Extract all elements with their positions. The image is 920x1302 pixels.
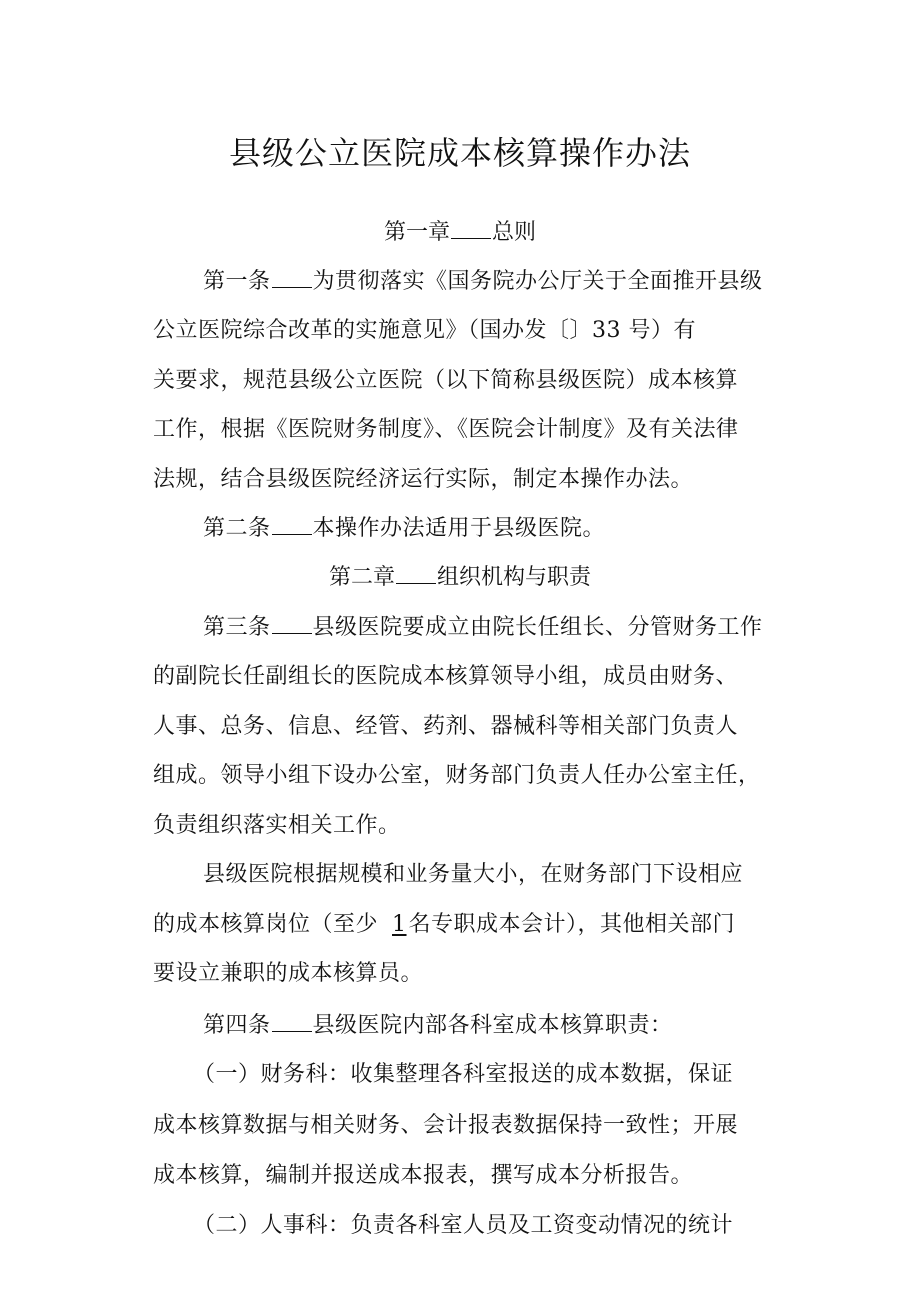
article-label: 第四条 [203,1013,271,1038]
article-label: 第二条 [203,516,271,541]
chapter-name: 总则 [492,220,537,245]
item-2-line-1: （二）人事科：负责各科室人员及工资变动情况的统计 [193,1213,734,1238]
heading-underline [272,267,312,288]
article-3-line-3: 人事、总务、信息、经管、药剂、器械科等相关部门负责人 [153,714,739,739]
article-3-line-5: 负责组织落实相关工作。 [153,813,401,838]
item-1-line-3: 成本核算，编制并报送成本报表，撰写成本分析报告。 [153,1163,694,1188]
article-text: 为贯彻落实《国务院办公厅关于全面推开县级 [312,269,763,294]
chapter-2-heading [0,563,920,593]
article-1-line-3: 关要求，规范县级公立医院（以下简称县级医院）成本核算 [153,368,739,393]
article-label: 第三条 [203,615,271,640]
article-text: 县级医院要成立由院长任组长、分管财务工作 [312,615,763,640]
article-3-line-4: 组成。领导小组下设办公室，财务部门负责人任办公室主任， [153,763,761,788]
paragraph-text: 名专职成本会计），其他相关部门 [408,912,736,937]
chapter-label: 第二章 [328,565,395,590]
article-2 [203,514,605,544]
heading-underline [451,218,491,239]
staff-count: 1 [392,912,407,937]
heading-underline [396,563,436,584]
chapter-name: 组织机构与职责 [437,565,592,590]
item-1-line-1: （一）财务科：收集整理各科室报送的成本数据，保证 [193,1062,734,1087]
article-1-line-5: 法规，结合县级医院经济运行实际，制定本操作办法。 [153,467,694,492]
staff-paragraph-line-3: 要设立兼职的成本核算员。 [153,961,424,986]
article-1-line-2: 公立医院综合改革的实施意见》（国办发〔〕33 号）有 [153,318,696,343]
chapter-1-heading [0,218,920,248]
staff-paragraph-line-1: 县级医院根据规模和业务量大小，在财务部门下设相应 [203,862,744,887]
article-3-line-1 [203,613,763,643]
article-text: 本操作办法适用于县级医院。 [312,516,606,541]
article-1-line-4: 工作，根据《医院财务制度》、《医院会计制度》及有关法律 [153,417,739,442]
document-title: 县级公立医院成本核算操作办法 [228,134,691,172]
heading-underline [272,613,312,634]
article-text: 县级医院内部各科室成本核算职责： [312,1013,673,1038]
heading-underline [272,1011,312,1032]
heading-underline [272,514,312,535]
article-label: 第一条 [203,269,271,294]
item-1-line-2: 成本核算数据与相关财务、会计报表数据保持一致性；开展 [153,1113,739,1138]
article-3-line-2: 的副院长任副组长的医院成本核算领导小组，成员由财务、 [153,664,739,689]
article-1-line-1 [203,267,763,297]
article-4 [203,1011,673,1041]
chapter-label: 第一章 [383,220,450,245]
staff-paragraph-line-2 [153,910,735,940]
paragraph-text: 的成本核算岗位（至少 [153,912,379,937]
